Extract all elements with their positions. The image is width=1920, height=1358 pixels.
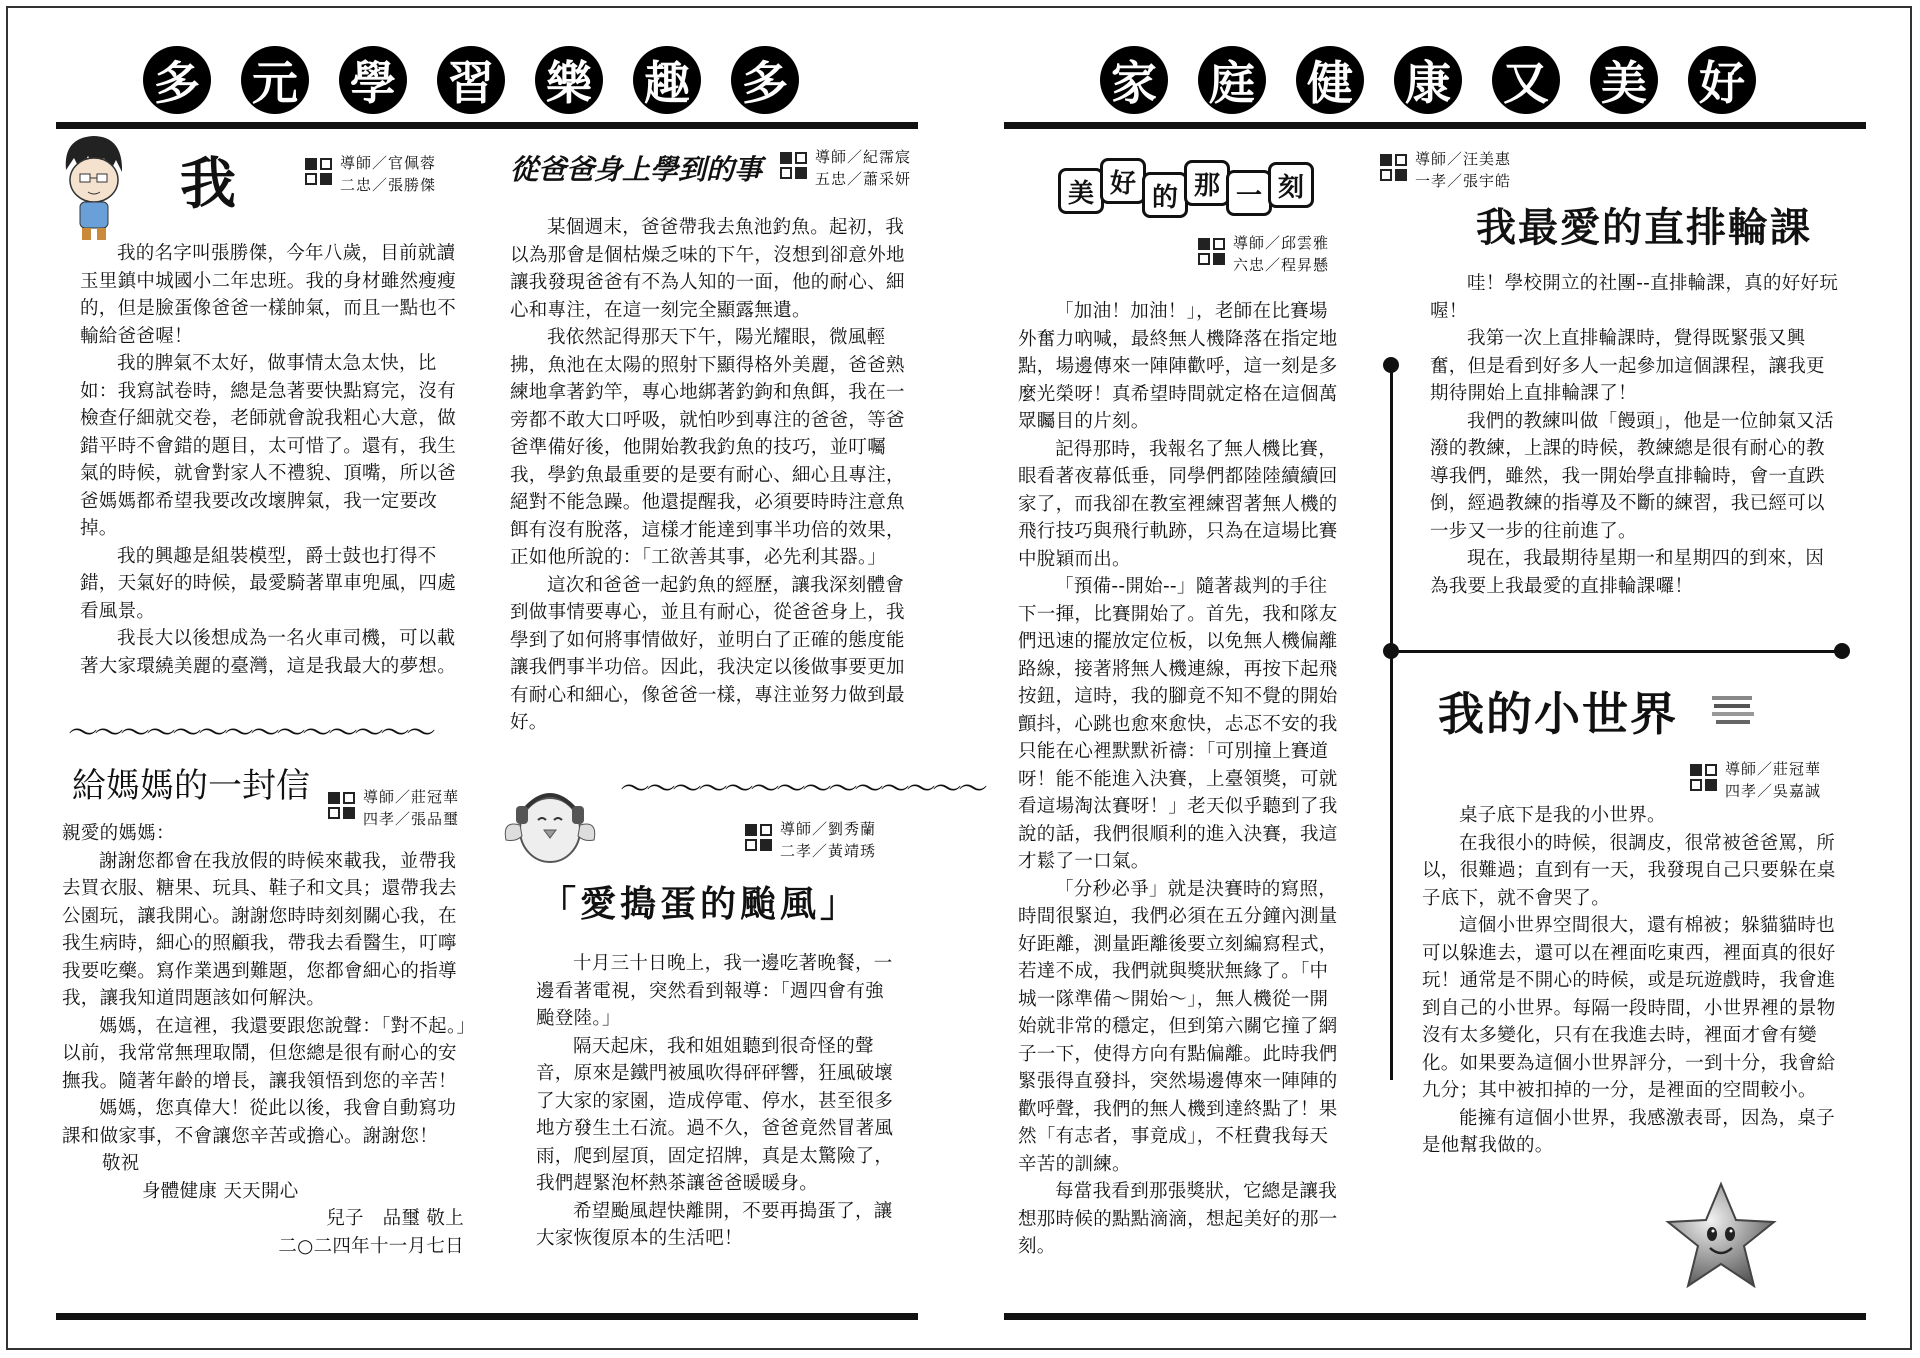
teacher-name: 導師／劉秀蘭 (780, 820, 877, 838)
article-title: 從爸爸身上學到的事 (510, 153, 763, 186)
student-name: 二孝／黃靖琇 (780, 842, 877, 860)
signature: 兒子 品璽 敬上 (326, 1208, 464, 1229)
byline-icon (745, 824, 772, 851)
paragraph: 隔天起床，我和姐姐聽到很奇怪的聲音，原來是鐵門被風吹得砰砰響，狂風破壞了大家的家園，造成停電、停水，甚至很多地方發生土石流。過不久，爸爸竟然冒著風雨，爬到屋頂，固定招牌，真是太驚險了，我們趕緊泡杯熱茶讓爸爸暖暖身。 (536, 1035, 894, 1194)
student-name: 四孝／吳嘉誠 (1725, 782, 1822, 800)
paragraph: 我長大以後想成為一名火車司機，可以載著大家環繞美麗的臺灣，這是我最大的夢想。 (80, 628, 457, 677)
masthead-char: 多 (143, 46, 211, 114)
masthead-char: 學 (339, 46, 407, 114)
article-body (80, 240, 456, 680)
masthead-char: 元 (241, 46, 309, 114)
masthead-char: 多 (731, 46, 799, 114)
student-name: 六忠／程昇懸 (1233, 256, 1330, 274)
paragraph: 我依然記得那天下午，陽光耀眼，微風輕拂，魚池在太陽的照射下顯得格外美麗，爸爸熟練地拿著釣竿，專心地綁著釣鉤和魚餌，我在一旁都不敢大口呼吸，就怕吵到專注的爸爸，等爸爸準備好後，他開始教我釣魚的技巧，並叮囑我，學釣魚最重要的是要有耐心、細心且專注，絕對不能急躁。他還提醒我，必須要時時注意魚餌有沒有脫落，這樣才能達到事半功倍的效果，正如他所說的：「工欲善其事，必先利其器。」 (510, 327, 905, 568)
divider-dot (1834, 643, 1850, 659)
masthead-char: 健 (1296, 46, 1364, 114)
article-body (1018, 298, 1346, 1261)
wave-divider: ～～～～～～～～～～～～～～ (620, 772, 984, 807)
byline (745, 818, 876, 862)
article-body (536, 950, 896, 1253)
paragraph: 媽媽，在這裡，我還要跟您說聲：「對不起。」以前，我常常無理取鬧，但您總是很有耐心的安撫我。隨著年齡的增長，讓我領悟到您的辛苦！ (62, 1015, 467, 1092)
title-char: 那 (1184, 160, 1230, 206)
paragraph: 某個週末，爸爸帶我去魚池釣魚。起初，我以為那會是個枯燥乏味的下午，沒想到卻意外地讓我發現爸爸有不為人知的一面，他的耐心、細心和專注，在這一刻完全顯露無遺。 (510, 217, 905, 321)
left-masthead (143, 46, 829, 114)
paragraph: 在我很小的時候，很調皮，很常被爸爸罵，所以，很難過；直到有一天，我發現自己只要躲在桌子底下，就不會哭了。 (1422, 832, 1836, 909)
paragraph: 「加油！加油！」，老師在比賽場外奮力吶喊，最終無人機降落在指定地點，場邊傳來一陣陣歡呼，這一刻是多麼光榮呀！真希望時間就定格在這個萬眾矚目的片刻。 (1018, 301, 1338, 432)
salutation: 親愛的媽媽： (62, 823, 175, 844)
student-name: 五忠／蕭采妍 (815, 170, 912, 188)
paragraph: 桌子底下是我的小世界。 (1459, 805, 1666, 826)
teacher-name: 導師／莊冠華 (363, 788, 460, 806)
byline (780, 146, 911, 190)
article-title: 我最愛的直排輪課 (1476, 205, 1812, 251)
paragraph: 我們的教練叫做「饅頭」，他是一位帥氣又活潑的教練，上課的時候，教練總是很有耐心的教導我們，雖然，我一開始學直排輪時，會一直跌倒，經過教練的指導及不斷的練習，我已經可以一步又一步的往前進了。 (1430, 410, 1834, 542)
paragraph: 現在，我最期待星期一和星期四的到來，因為我要上我最愛的直排輪課囉！ (1430, 548, 1825, 597)
boy-illustration (58, 130, 128, 245)
title-char: 美 (1058, 168, 1104, 214)
paragraph: 這個小世界空間很大，還有棉被；躲貓貓時也可以躲進去，還可以在裡面吃東西，裡面真的很好玩！通常是不開心的時候，或是玩遊戲時，我會進到自己的小世界。每隔一段時間，小世界裡的景物沒有太多變化，只有在我進去時，裡面才會有變化。如果要為這個小世界評分，一到十分，我會給九分；其中被扣掉的一分，是裡面的空間較小。 (1422, 915, 1836, 1101)
teacher-name: 導師／紀霈宸 (815, 148, 912, 166)
article-body (1430, 270, 1842, 600)
title-char: 刻 (1268, 162, 1314, 208)
byline-icon (780, 152, 807, 179)
teacher-name: 導師／官佩蓉 (340, 154, 437, 172)
paragraph: 能擁有這個小世界，我感激表哥，因為，桌子是他幫我做的。 (1422, 1107, 1836, 1156)
masthead-char: 習 (437, 46, 505, 114)
paragraph: 媽媽，您真偉大！從此以後，我會自動寫功課和做家事，不會讓您辛苦或擔心。謝謝您！ (62, 1098, 457, 1147)
masthead-char: 美 (1590, 46, 1658, 114)
byline (1198, 232, 1329, 276)
student-name: 四孝／張品璽 (363, 810, 460, 828)
divider-dot (1383, 357, 1399, 373)
letter-body (62, 820, 472, 1260)
paragraph: 哇！學校開立的社團--直排輪課，真的好好玩喔！ (1430, 273, 1839, 322)
title-char: 的 (1142, 172, 1188, 218)
paragraph: 我第一次上直排輪課時，覺得既緊張又興奮，但是看到好多人一起參加這個課程，讓我更期待開始上直排輪課了！ (1430, 328, 1825, 404)
masthead-char: 庭 (1198, 46, 1266, 114)
wave-divider: ～～～～～～～～～～～～～～ (68, 716, 432, 751)
teacher-name: 導師／莊冠華 (1725, 760, 1822, 778)
masthead-char: 康 (1394, 46, 1462, 114)
teacher-name: 導師／汪美惠 (1415, 150, 1512, 168)
article-body (1422, 802, 1842, 1160)
article-body (510, 214, 920, 737)
teacher-name: 導師／邱雲雅 (1233, 234, 1330, 252)
vertical-divider (1390, 360, 1393, 1080)
masthead-char: 又 (1492, 46, 1560, 114)
paragraph: 我的名字叫張勝傑，今年八歲，目前就讀玉里鎮中城國小二年忠班。我的身材雖然瘦瘦的，但是臉蛋像爸爸一樣帥氣，而且一點也不輸給爸爸喔！ (80, 243, 457, 347)
byline-icon (1380, 154, 1407, 181)
article-title: 我的小世界 (1438, 687, 1678, 741)
top-rule-left (56, 122, 918, 129)
star-mascot-illustration (1662, 1178, 1780, 1296)
byline (1690, 758, 1821, 802)
article-title: 給媽媽的一封信 (72, 766, 310, 806)
byline-icon (305, 158, 332, 185)
paragraph: 希望颱風趕快離開，不要再搗蛋了，讓大家恢復原本的生活吧！ (536, 1200, 893, 1249)
horizontal-divider (1390, 650, 1838, 653)
letter-date: 二○二四年十一月七日 (278, 1235, 464, 1257)
paragraph: 我的興趣是組裝模型，爵士鼓也打得不錯，天氣好的時候，最愛騎著單車兜風，四處看風景。 (80, 545, 457, 622)
byline-icon (1690, 764, 1717, 791)
title-char: 一 (1226, 170, 1272, 216)
paragraph: 「預備--開始--」隨著裁判的手往下一揮，比賽開始了。首先，我和隊友們迅速的擺放定位板，以免無人機偏離路線，接著將無人機連線，再按下起飛按鈕，這時，我的腳竟不知不覺的開始顫抖，心跳也愈來愈快，忐忑不安的我只能在心裡默默祈禱：「可別撞上賽道呀！能不能進入決賽，上臺領獎，可就看這場淘汰賽呀！」老天似乎聽到了我說的話，我們很順利的進入決賽，我這才鬆了一口氣。 (1018, 576, 1338, 872)
closing: 敬祝 (102, 1153, 140, 1174)
bottom-rule-right (1004, 1313, 1866, 1320)
paragraph: 謝謝您都會在我放假的時候來載我，並帶我去買衣服、糖果、玩具、鞋子和文具；還帶我去公園玩，讓我開心。謝謝您時時刻刻關心我，在我生病時，細心的照顧我，帶我去看醫生，叮嚀我要吃藥。寫作業遇到難題，您都會細心的指導我，讓我知道問題該如何解決。 (62, 850, 457, 1009)
title-char: 好 (1100, 158, 1146, 204)
paragraph: 我的脾氣不太好，做事情太急太快，比如：我寫試卷時，總是急著要快點寫完，沒有檢查仔細就交卷，老師就會說我粗心大意，做錯平時不會錯的題目，太可惜了。還有，我生氣的時候，就會對家人不禮貌、頂嘴，所以爸爸媽媽都希望我要改改壞脾氣，我一定要改掉。 (80, 353, 457, 539)
bird-illustration (500, 770, 600, 870)
masthead-char: 好 (1688, 46, 1756, 114)
pencil-scribble-icon (1712, 690, 1756, 730)
top-rule-right (1004, 122, 1866, 129)
paragraph: 「分秒必爭」就是決賽時的寫照，時間很緊迫，我們必須在五分鐘內測量好距離，測量距離後要立刻編寫程式，若達不成，我們就與獎狀無緣了。「中城一隊準備～開始～」，無人機從一開始就非常的穩定，但到第六關它撞了網子一下，使得方向有點偏離。此時我們緊張得直發抖，突然場邊傳來一陣陣的歡呼聲，我們的無人機到達終點了！果然「有志者，事竟成」，不枉費我每天辛苦的訓練。 (1018, 878, 1338, 1175)
paragraph: 這次和爸爸一起釣魚的經歷，讓我深刻體會到做事情要專心，並且有耐心，從爸爸身上，我學到了如何將事情做好，並明白了正確的態度能讓我們事半功倍。因此，我決定以後做事要更加有耐心和細心，像爸爸一樣，專注並努力做到最好。 (510, 574, 905, 733)
closing-wish: 身體健康 天天開心 (142, 1180, 299, 1202)
student-name: 一孝／張宇皓 (1415, 172, 1512, 190)
masthead-char: 樂 (535, 46, 603, 114)
right-masthead (1100, 46, 1786, 114)
article-title: 「愛搗蛋的颱風」 (540, 883, 861, 925)
article-title: 我 (180, 152, 236, 217)
byline (305, 152, 436, 196)
byline-icon (328, 792, 355, 819)
student-name: 二忠／張勝傑 (340, 176, 437, 194)
paragraph: 每當我看到那張獎狀，它總是讓我想那時候的點點滴滴，想起美好的那一刻。 (1018, 1181, 1338, 1257)
byline (1380, 148, 1511, 192)
paragraph: 記得那時，我報名了無人機比賽，眼看著夜幕低垂，同學們都陸陸續續回家了，而我卻在教室裡練習著無人機的飛行技巧與飛行軌跡，只為在這場比賽中脫穎而出。 (1018, 438, 1338, 570)
article-title (1058, 168, 1310, 218)
masthead-char: 趣 (633, 46, 701, 114)
byline-icon (1198, 238, 1225, 265)
bottom-rule-left (56, 1313, 918, 1320)
paragraph: 十月三十日晚上，我一邊吃著晚餐，一邊看著電視，突然看到報導：「週四會有強颱登陸。」 (536, 953, 893, 1029)
masthead-char: 家 (1100, 46, 1168, 114)
